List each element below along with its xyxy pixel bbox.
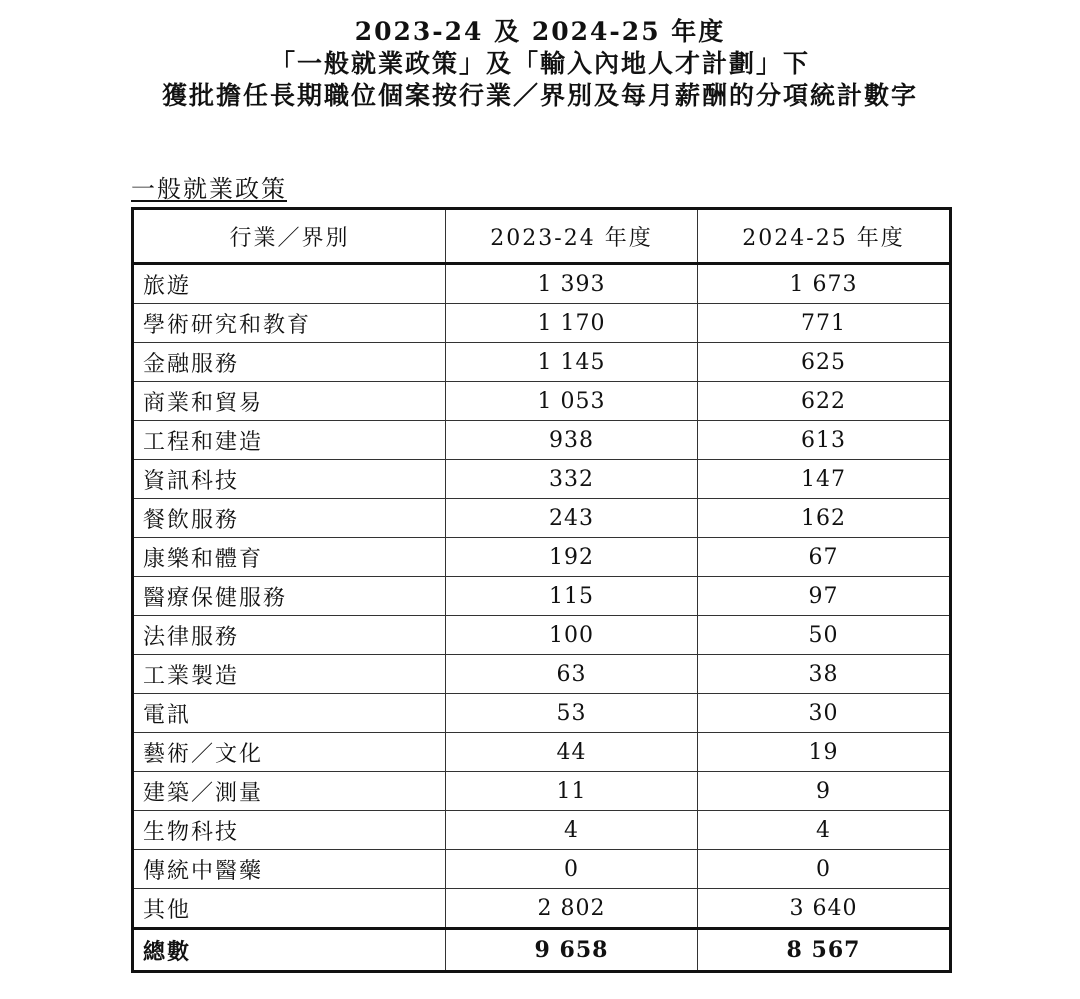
value-2023-24-cell: 4 [446,811,698,850]
sector-cell: 生物科技 [133,811,446,850]
sector-cell: 醫療保健服務 [133,577,446,616]
value-2024-25-cell: 625 [698,343,951,382]
table-row [133,850,951,889]
sector-cell: 商業和貿易 [133,382,446,421]
title-line-1: 2023-24 及 2024-25 年度 [354,17,726,46]
value-2023-24-cell: 44 [446,733,698,772]
sector-cell: 藝術／文化 [133,733,446,772]
sector-cell: 資訊科技 [133,460,446,499]
value-2023-24-cell: 332 [446,460,698,499]
title-line-2: 「一般就業政策」及「輸入內地人才計劃」下 [269,49,810,78]
value-2024-25-cell: 67 [698,538,951,577]
sector-cell: 旅遊 [133,264,446,304]
header-2023-24: 2023-24 年度 [446,209,698,264]
table-row [133,616,951,655]
value-2024-25-cell: 30 [698,694,951,733]
table-row [133,264,951,304]
value-2023-24-cell: 63 [446,655,698,694]
value-2024-25-cell: 97 [698,577,951,616]
sector-cell: 其他 [133,889,446,929]
document-title [0,16,1080,112]
total-2024-25-cell: 8 567 [698,929,951,972]
title-line-3: 獲批擔任長期職位個案按行業／界別及每月薪酬的分項統計數字 [161,81,918,110]
value-2023-24-cell: 100 [446,616,698,655]
sector-cell: 傳統中醫藥 [133,850,446,889]
value-2024-25-cell: 0 [698,850,951,889]
sector-cell: 電訊 [133,694,446,733]
value-2023-24-cell: 1 393 [446,264,698,304]
value-2023-24-cell: 1 145 [446,343,698,382]
header-2024-25: 2024-25 年度 [698,209,951,264]
value-2024-25-cell: 19 [698,733,951,772]
table-row [133,889,951,929]
value-2024-25-cell: 162 [698,499,951,538]
table-row [133,382,951,421]
value-2023-24-cell: 938 [446,421,698,460]
sector-cell: 工業製造 [133,655,446,694]
value-2024-25-cell: 622 [698,382,951,421]
value-2023-24-cell: 53 [446,694,698,733]
value-2023-24-cell: 243 [446,499,698,538]
total-label-cell: 總數 [133,929,446,972]
total-row [133,929,951,972]
value-2024-25-cell: 4 [698,811,951,850]
value-2023-24-cell: 11 [446,772,698,811]
total-2023-24-cell: 9 658 [446,929,698,972]
value-2024-25-cell: 771 [698,304,951,343]
value-2023-24-cell: 1 170 [446,304,698,343]
value-2024-25-cell: 3 640 [698,889,951,929]
table-row [133,304,951,343]
table-row [133,538,951,577]
value-2023-24-cell: 192 [446,538,698,577]
table-row [133,811,951,850]
value-2024-25-cell: 50 [698,616,951,655]
header-sector: 行業／界別 [133,209,446,264]
table-row [133,655,951,694]
value-2023-24-cell: 2 802 [446,889,698,929]
sector-cell: 學術研究和教育 [133,304,446,343]
sector-cell: 金融服務 [133,343,446,382]
value-2024-25-cell: 38 [698,655,951,694]
sector-cell: 康樂和體育 [133,538,446,577]
sector-cell: 法律服務 [133,616,446,655]
table-header-row [133,209,951,264]
value-2023-24-cell: 115 [446,577,698,616]
sector-cell: 餐飲服務 [133,499,446,538]
sector-cell: 建築／測量 [133,772,446,811]
table-body [133,264,951,972]
table-row [133,694,951,733]
value-2023-24-cell: 0 [446,850,698,889]
value-2024-25-cell: 147 [698,460,951,499]
section-heading: 一般就業政策 [131,175,287,203]
value-2023-24-cell: 1 053 [446,382,698,421]
table-row [133,577,951,616]
table-row [133,772,951,811]
value-2024-25-cell: 613 [698,421,951,460]
table-row [133,499,951,538]
table-row [133,460,951,499]
sector-cell: 工程和建造 [133,421,446,460]
statistics-table [131,207,952,973]
table-row [133,421,951,460]
table-row [133,733,951,772]
value-2024-25-cell: 1 673 [698,264,951,304]
value-2024-25-cell: 9 [698,772,951,811]
table-row [133,343,951,382]
